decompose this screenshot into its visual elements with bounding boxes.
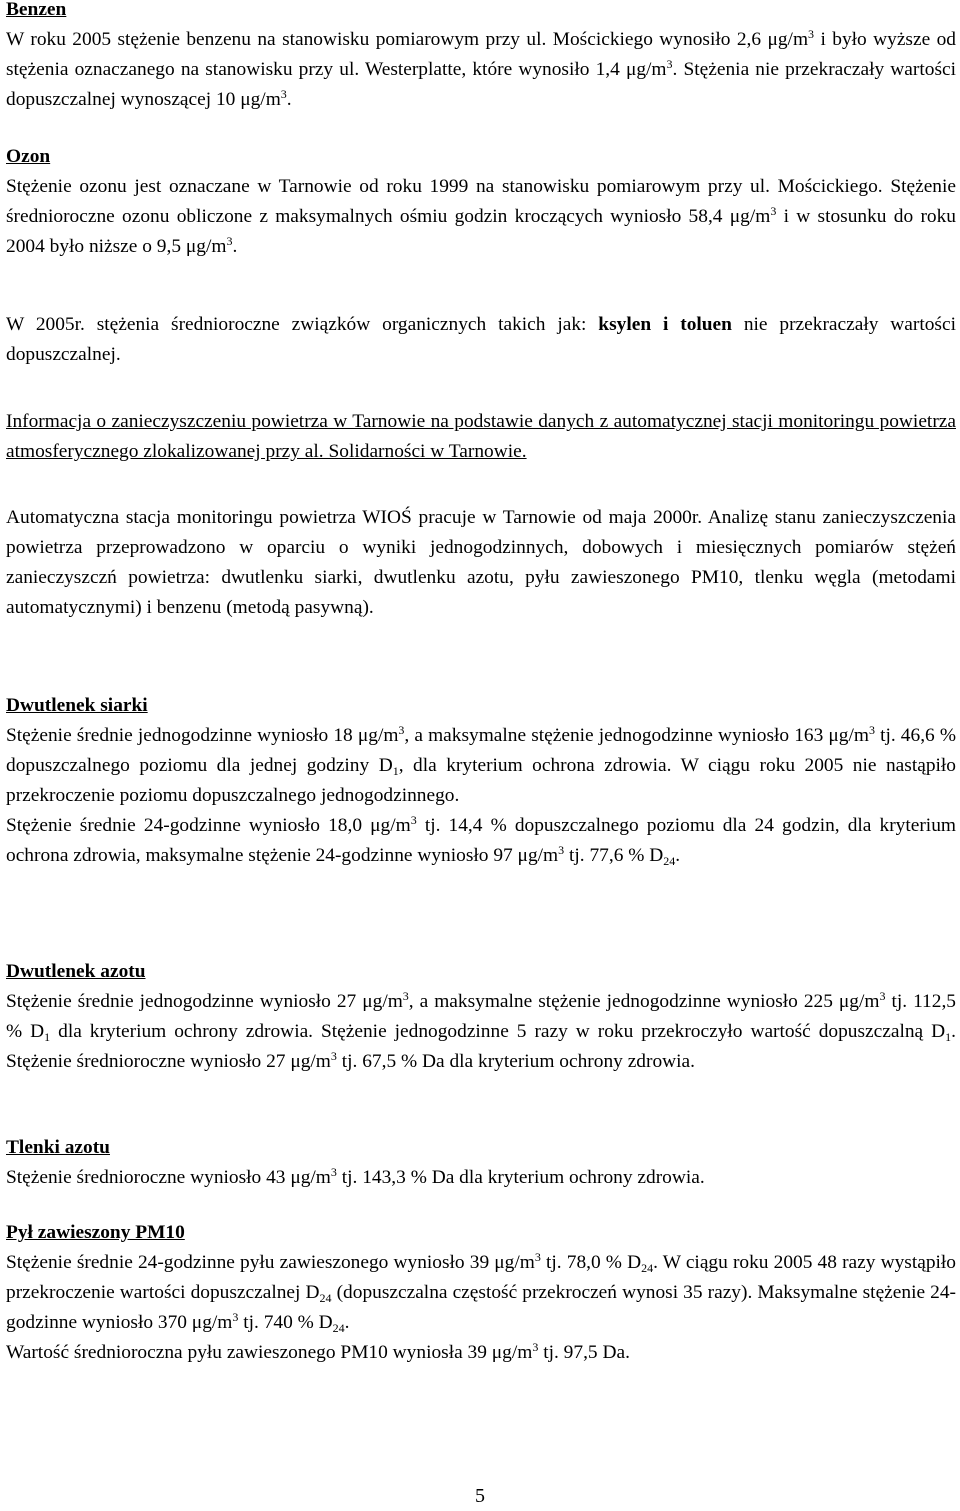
nox-section: Tlenki azotu Stężenie średnioroczne wyniosło 43 $\mu g/m^3$ tj. 143,3 % Da dla kryterium ochrony zdrowia. <box>6 1137 705 1188</box>
page-number: 5 <box>475 1485 485 1507</box>
station-paragraph: Automatyczna stacja monitoringu powietrza WIOŚ pracuje w Tarnowie od maja 2000r. Analizę stanu zanieczyszczenia powietrza przeprowadzono w oparciu o wyniki jednogodzinnych, dobowych i miesięcznych pomiarów stężeń zanieczyszczń powietrza: dwutlenku siarki, dwutlenku azotu, pyłu zawieszonego PM10, tlenku węgla (metodami automatycznymi) i benzenu (metodą pasywną). <box>6 507 956 618</box>
ozon-section: Ozon Stężenie ozonu jest oznaczane w Tarnowie od roku 1999 na stanowisku pomiarowym przy ul. Mościckiego. Stężenie średnioroczne ozonu obliczone z maksymalnych ośmiu godzin kroczących wyniosło 58,4 $\mu g/m^3$ i w stosunku do roku 2004 było niższe o 9,5 $\mu g/m^3$. <box>6 146 956 257</box>
ozon-text-2: i w stosunku do roku 2004 było niższe o 9,5 μg/m <box>6 206 956 257</box>
benzen-section: Benzen W roku 2005 stężenie benzenu na stanowisku pomiarowym przy ul. Mościckiego wynosiło 2,6 $\mu g/m^3$ i było wyższe od stężenia oznaczanego na stanowisku przy ul. Westerplatte, które wynosiło 1,4 $\mu g/m^3$. Stężenia nie przekraczały wartości dopuszczalnej wynoszącej 10 $\mu g/m^3$. <box>6 0 956 110</box>
benzen-text-2: i było wyższe od stężenia oznaczanego na stanowisku przy ul. Westerplatte, które wynosiło 1,4 μg/m <box>6 29 956 80</box>
ozon-heading: Ozon <box>6 146 51 167</box>
benzen-text-1: W roku 2005 stężenie benzenu na stanowisku pomiarowym przy ul. Mościckiego wynosiło 2,6 μg/m <box>6 29 809 50</box>
pm10-heading: Pył zawieszony PM10 <box>6 1222 185 1243</box>
organic-compounds-paragraph: W 2005r. stężenia średnioroczne związków organicznych takich jak: ksylen i toluen nie przekraczały wartości dopuszczalnej. <box>6 314 956 365</box>
benzen-text-3: . Stężenia nie przekraczały wartości dopuszczalnej wynoszącej 10 μg/m <box>6 59 956 110</box>
info-underlined-text: Informacja o zanieczyszczeniu powietrza w Tarnowie na podstawie danych z automatycznej stacji monitoringu powietrza atmosferycznego zlokalizowanej przy al. Solidarności w Tarnowie. <box>6 411 956 462</box>
nox-heading: Tlenki azotu <box>6 1137 110 1158</box>
no2-heading: Dwutlenek azotu <box>6 961 146 982</box>
pm10-section: Pył zawieszony PM10 Stężenie średnie 24-godzinne pyłu zawieszonego wyniosło 39 $\mu g/m^3$ tj. 78,0 % $D_{24}$. W ciągu roku 2005 48 razy wystąpiło przekroczenie wartości dopuszczalnej $D_{24}$ (dopuszczalna częstość przekroczeń wynosi 35 razy). Maksymalne stężenie 24-godzinne wyniosło 370 $\mu g/m^3$ tj. 740 % $D_{24}$. Wartość średnioroczna pyłu zawieszonego PM10 wyniosła 39 $\mu g/m^3$ tj. 97,5 Da. <box>6 1222 957 1363</box>
so2-heading: Dwutlenek siarki <box>6 695 148 716</box>
benzen-heading: Benzen <box>6 0 67 20</box>
so2-section: Dwutlenek siarki Stężenie średnie jednogodzinne wyniosło 18 $\mu g/m^3$, a maksymalne stężenie jednogodzinne wyniosło 163 $\mu g/m^3$ tj. 46,6 % dopuszczalnego poziomu dla jednej godziny $D_1$, dla kryterium ochrona zdrowia. W ciągu roku 2005 nie nastąpiło przekroczenie poziomu dopuszczalnego jednogodzinnego. Stężenie średnie 24-godzinne wyniosło 18,0 $\mu g/m^3$ tj. 14,4 % dopuszczalnego poziomu dla 24 godzin, dla kryterium ochrona zdrowia, maksymalne stężenie 24-godzinne wyniosło 97 $\mu g/m^3$ tj. 77,6 % $D_{24}$. <box>6 695 956 868</box>
no2-section: Dwutlenek azotu Stężenie średnie jednogodzinne wyniosło 27 $\mu g/m^3$, a maksymalne stężenie jednogodzinne wyniosło 225 $\mu g/m^3$ tj. 112,5 % $D_1$ dla kryterium ochrony zdrowia. Stężenie jednogodzinne 5 razy w roku przekroczyło wartość dopuszczalną $D_1$. Stężenie średnioroczne wyniosło 27 $\mu g/m^3$ tj. 67,5 % Da dla kryterium ochrony zdrowia. <box>6 961 956 1072</box>
info-paragraph <box>6 407 956 467</box>
ozon-text-1: Stężenie ozonu jest oznaczane w Tarnowie od roku 1999 na stanowisku pomiarowym przy ul. Mościckiego. Stężenie średnioroczne ozonu obliczone z maksymalnych ośmiu godzin kroczących wyniosło 58,4 μg/m <box>6 176 956 227</box>
ksylen-toluen: ksylen i toluen <box>598 314 732 335</box>
